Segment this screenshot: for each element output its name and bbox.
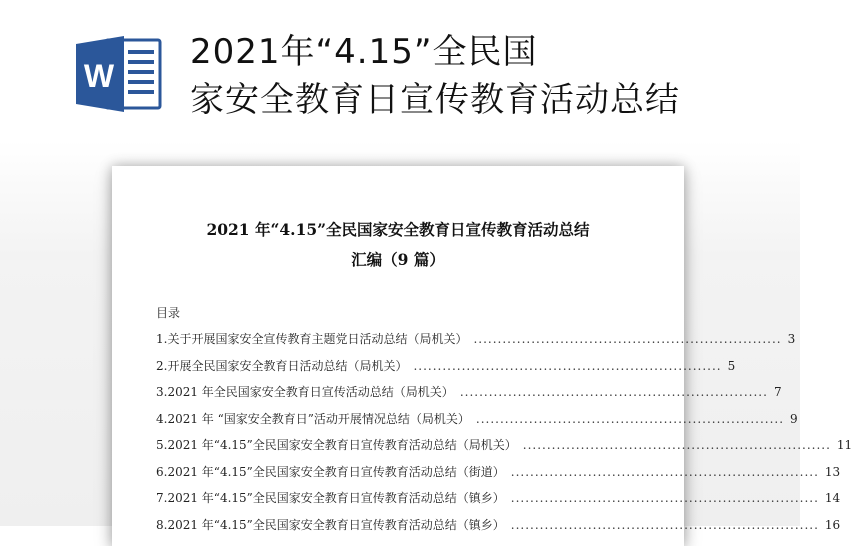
toc-item-page: 14 bbox=[824, 491, 841, 505]
toc-item-text: 6.2021 年“4.15”全民国家安全教育日宣传教育活动总结（街道） bbox=[156, 464, 505, 479]
toc-item-text: 4.2021 年 “国家安全教育日”活动开展情况总结（局机关） bbox=[156, 411, 470, 426]
toc-item[interactable] bbox=[156, 516, 841, 543]
toc-item-text: 8.2021 年“4.15”全民国家安全教育日宣传教育活动总结（镇乡） bbox=[156, 517, 505, 532]
toc-item-text: 1.关于开展国家安全宣传教育主题党日活动总结（局机关） bbox=[156, 332, 468, 346]
toc-item-page: 13 bbox=[824, 464, 841, 479]
toc-item[interactable] bbox=[156, 383, 782, 410]
document-title-line-2: 汇编（9 篇） bbox=[351, 250, 445, 269]
word-icon-letter: W bbox=[83, 58, 115, 94]
toc-item[interactable] bbox=[156, 330, 796, 357]
toc-item-page: 5 bbox=[727, 358, 736, 373]
toc-leader-dots: ................................................................ bbox=[475, 411, 785, 426]
toc-item-text: 7.2021 年“4.15”全民国家安全教育日宣传教育活动总结（镇乡） bbox=[156, 491, 505, 505]
toc-item-page: 11 bbox=[836, 438, 852, 452]
toc-item-page: 7 bbox=[773, 385, 782, 399]
toc-item[interactable] bbox=[156, 463, 841, 490]
word-document-icon bbox=[76, 34, 164, 114]
header bbox=[0, 0, 800, 150]
toc-leader-dots: ................................................................ bbox=[510, 517, 819, 532]
toc-item[interactable] bbox=[156, 489, 841, 516]
table-of-contents bbox=[156, 330, 852, 542]
toc-item-text: 5.2021 年“4.15”全民国家安全教育日宣传教育活动总结（局机关） bbox=[156, 438, 517, 452]
page-title bbox=[190, 28, 680, 124]
toc-item[interactable] bbox=[156, 357, 736, 384]
toc-leader-dots: ................................................................ bbox=[510, 491, 819, 505]
page-title-line-1: 2021年“4.15”全民国 bbox=[190, 32, 538, 72]
toc-leader-dots: ................................................................ bbox=[473, 332, 782, 346]
toc-item[interactable] bbox=[156, 410, 798, 437]
toc-item-page: 9 bbox=[790, 411, 798, 426]
toc-leader-dots: ................................................................ bbox=[413, 358, 722, 373]
toc-item-text: 3.2021 年全民国家安全教育日宣传活动总结（局机关） bbox=[156, 385, 454, 399]
toc-item-text: 2.开展全民国家安全教育日活动总结（局机关） bbox=[156, 358, 408, 373]
toc-item-page: 16 bbox=[824, 517, 841, 532]
toc-item[interactable] bbox=[156, 436, 852, 463]
toc-leader-dots: ................................................................ bbox=[459, 385, 768, 399]
toc-leader-dots: ................................................................ bbox=[522, 438, 831, 452]
toc-heading: 目录 bbox=[156, 306, 181, 320]
toc-item-page: 3 bbox=[787, 332, 796, 346]
toc-leader-dots: ................................................................ bbox=[510, 464, 819, 479]
page-title-line-2: 家安全教育日宣传教育活动总结 bbox=[190, 80, 680, 120]
document-title-line-1: 2021 年“4.15”全民国家安全教育日宣传教育活动总结 bbox=[206, 220, 590, 239]
document-page bbox=[112, 166, 852, 546]
